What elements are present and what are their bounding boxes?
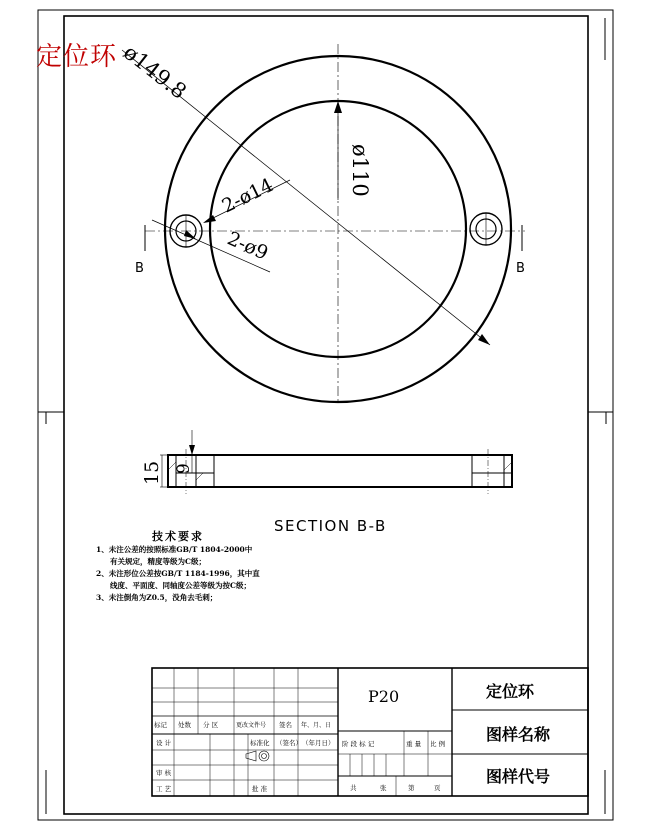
- section-outline: [168, 455, 512, 487]
- hole14-label: 2-ø14: [218, 173, 277, 218]
- technical-requirements-title: 技术要求: [152, 530, 204, 543]
- hatch-2: [196, 473, 203, 480]
- hole14-arrow: [203, 215, 216, 223]
- sheet-page-label: 页: [434, 784, 441, 792]
- weight-label: 重 量: [406, 740, 422, 748]
- sheet-unit-label: 张: [380, 784, 387, 792]
- process-label: 工 艺: [156, 785, 172, 793]
- outer-diameter-label: ø149.8: [118, 40, 192, 104]
- design-label: 设 计: [156, 739, 172, 747]
- requirement-line-2: 有关规定，精度等级为C级；: [110, 557, 206, 566]
- section-label: SECTION B-B: [274, 517, 387, 535]
- stage-label: 阶 段 标 记: [342, 740, 375, 748]
- row-label-file: 更改文件号: [236, 722, 267, 729]
- hole9-label: 2-ø9: [223, 227, 272, 265]
- section-marker-left: B: [135, 261, 144, 276]
- part-code: P20: [368, 687, 400, 706]
- bore-depth-label: 9: [174, 463, 194, 474]
- section-view: [141, 430, 512, 535]
- inner-diameter-arrow: [334, 101, 342, 113]
- row-label-sign: 签名: [279, 721, 292, 729]
- row-label-mark: 标记: [154, 721, 167, 729]
- thickness-label: 15: [141, 460, 163, 485]
- date-label: （年月日）: [302, 739, 335, 747]
- part-name: 定位环: [486, 682, 535, 701]
- hatch-3: [504, 462, 512, 470]
- row-label-zone: 分 区: [203, 721, 219, 729]
- drawing-name-label: 图样名称: [486, 725, 551, 744]
- inner-diameter-label: ø110: [348, 144, 372, 197]
- drawing-title-red: 定位环: [36, 42, 118, 72]
- drawing-code-label: 图样代号: [486, 767, 551, 786]
- bore-depth-arrow: [189, 445, 195, 455]
- projection-symbol-icon: [246, 751, 269, 761]
- requirement-line-4: 线度、平面度、同轴度公差等级为按C级；: [110, 581, 251, 590]
- scale-label: 比 例: [430, 740, 446, 748]
- approve-label: 批 准: [252, 785, 268, 793]
- requirement-line-1: 1、未注公差的按照标准GB/T 1804-2000中: [96, 545, 253, 554]
- sheet-total-label: 共: [350, 784, 357, 792]
- section-marker-right: B: [516, 261, 525, 276]
- requirement-line-5: 3、未注倒角为Z0.5，没角去毛刺；: [96, 593, 218, 602]
- requirement-line-3: 2、未注形位公差按GB/T 1184-1996，其中直: [96, 569, 260, 578]
- row-label-date: 年、月、日: [301, 722, 332, 729]
- technical-requirements: [96, 528, 260, 604]
- standardization-label: 标准化: [250, 739, 270, 747]
- plan-view: [119, 40, 525, 402]
- row-label-count: 处数: [178, 721, 191, 729]
- review-label: 审 核: [156, 769, 172, 777]
- outer-diameter-arrow: [478, 334, 490, 345]
- sign-label: （签名）: [276, 739, 302, 747]
- sheet-num-label: 第: [408, 784, 415, 792]
